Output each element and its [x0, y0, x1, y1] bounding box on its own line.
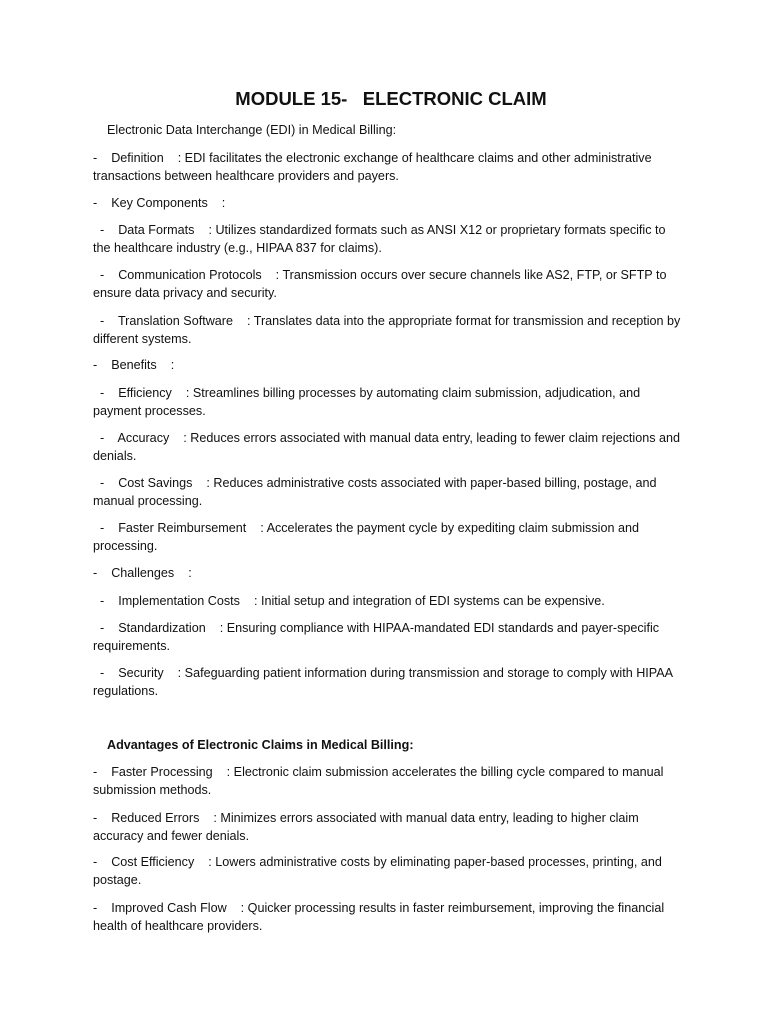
- edi-communication-protocols-item: - Communication Protocols : Transmission occurs over secure channels like AS2, FTP, or SFTP to ensure data privacy and security.: [93, 268, 670, 300]
- edi-definition-item: - Definition : EDI facilitates the electronic exchange of healthcare claims and other administrative transactions between healthcare providers and payers.: [93, 151, 656, 183]
- edi-benefits-item: - Benefits :: [93, 358, 175, 372]
- advantage-faster-processing-item: - Faster Processing : Electronic claim submission accelerates the billing cycle compared to manual submission methods.: [93, 765, 667, 797]
- page-title: MODULE 15- ELECTRONIC CLAIM: [235, 88, 547, 109]
- edi-translation-software-item: - Translation Software : Translates data into the appropriate format for transmission and reception by different systems.: [93, 314, 684, 346]
- edi-heading: Electronic Data Interchange (EDI) in Medical Billing:: [93, 123, 397, 137]
- advantage-improved-cash-flow-item: - Improved Cash Flow : Quicker processing results in faster reimbursement, improving the financial health of healthcare providers.: [93, 901, 668, 933]
- edi-security-item: - Security : Safeguarding patient information during transmission and storage to comply with HIPAA regulations.: [93, 666, 676, 698]
- edi-cost-savings-item: - Cost Savings : Reduces administrative costs associated with paper-based billing, postage, and manual processing.: [93, 476, 661, 508]
- edi-standardization-item: - Standardization : Ensuring compliance with HIPAA-mandated EDI standards and payer-specific requirements.: [93, 621, 663, 653]
- edi-challenges-item: - Challenges :: [93, 566, 192, 580]
- edi-accuracy-item: - Accuracy : Reduces errors associated with manual data entry, leading to fewer claim rejections and denials.: [93, 431, 684, 463]
- edi-data-formats-item: - Data Formats : Utilizes standardized formats such as ANSI X12 or proprietary formats specific to the healthcare industry (e.g., HIPAA 837 for claims).: [93, 223, 670, 255]
- advantage-cost-efficiency-item: - Cost Efficiency : Lowers administrative costs by eliminating paper-based processes, printing, and postage.: [93, 855, 666, 887]
- edi-implementation-costs-item: - Implementation Costs : Initial setup and integration of EDI systems can be expensive.: [93, 594, 605, 608]
- advantages-heading: Advantages of Electronic Claims in Medical Billing:: [93, 738, 414, 752]
- advantage-reduced-errors-item: - Reduced Errors : Minimizes errors associated with manual data entry, leading to higher claim accuracy and fewer denials.: [93, 811, 643, 843]
- edi-efficiency-item: - Efficiency : Streamlines billing processes by automating claim submission, adjudication, and payment processes.: [93, 386, 644, 418]
- edi-faster-reimbursement-item: - Faster Reimbursement : Accelerates the payment cycle by expediting claim submission and processing.: [93, 521, 643, 553]
- edi-key-components-item: - Key Components :: [93, 196, 226, 210]
